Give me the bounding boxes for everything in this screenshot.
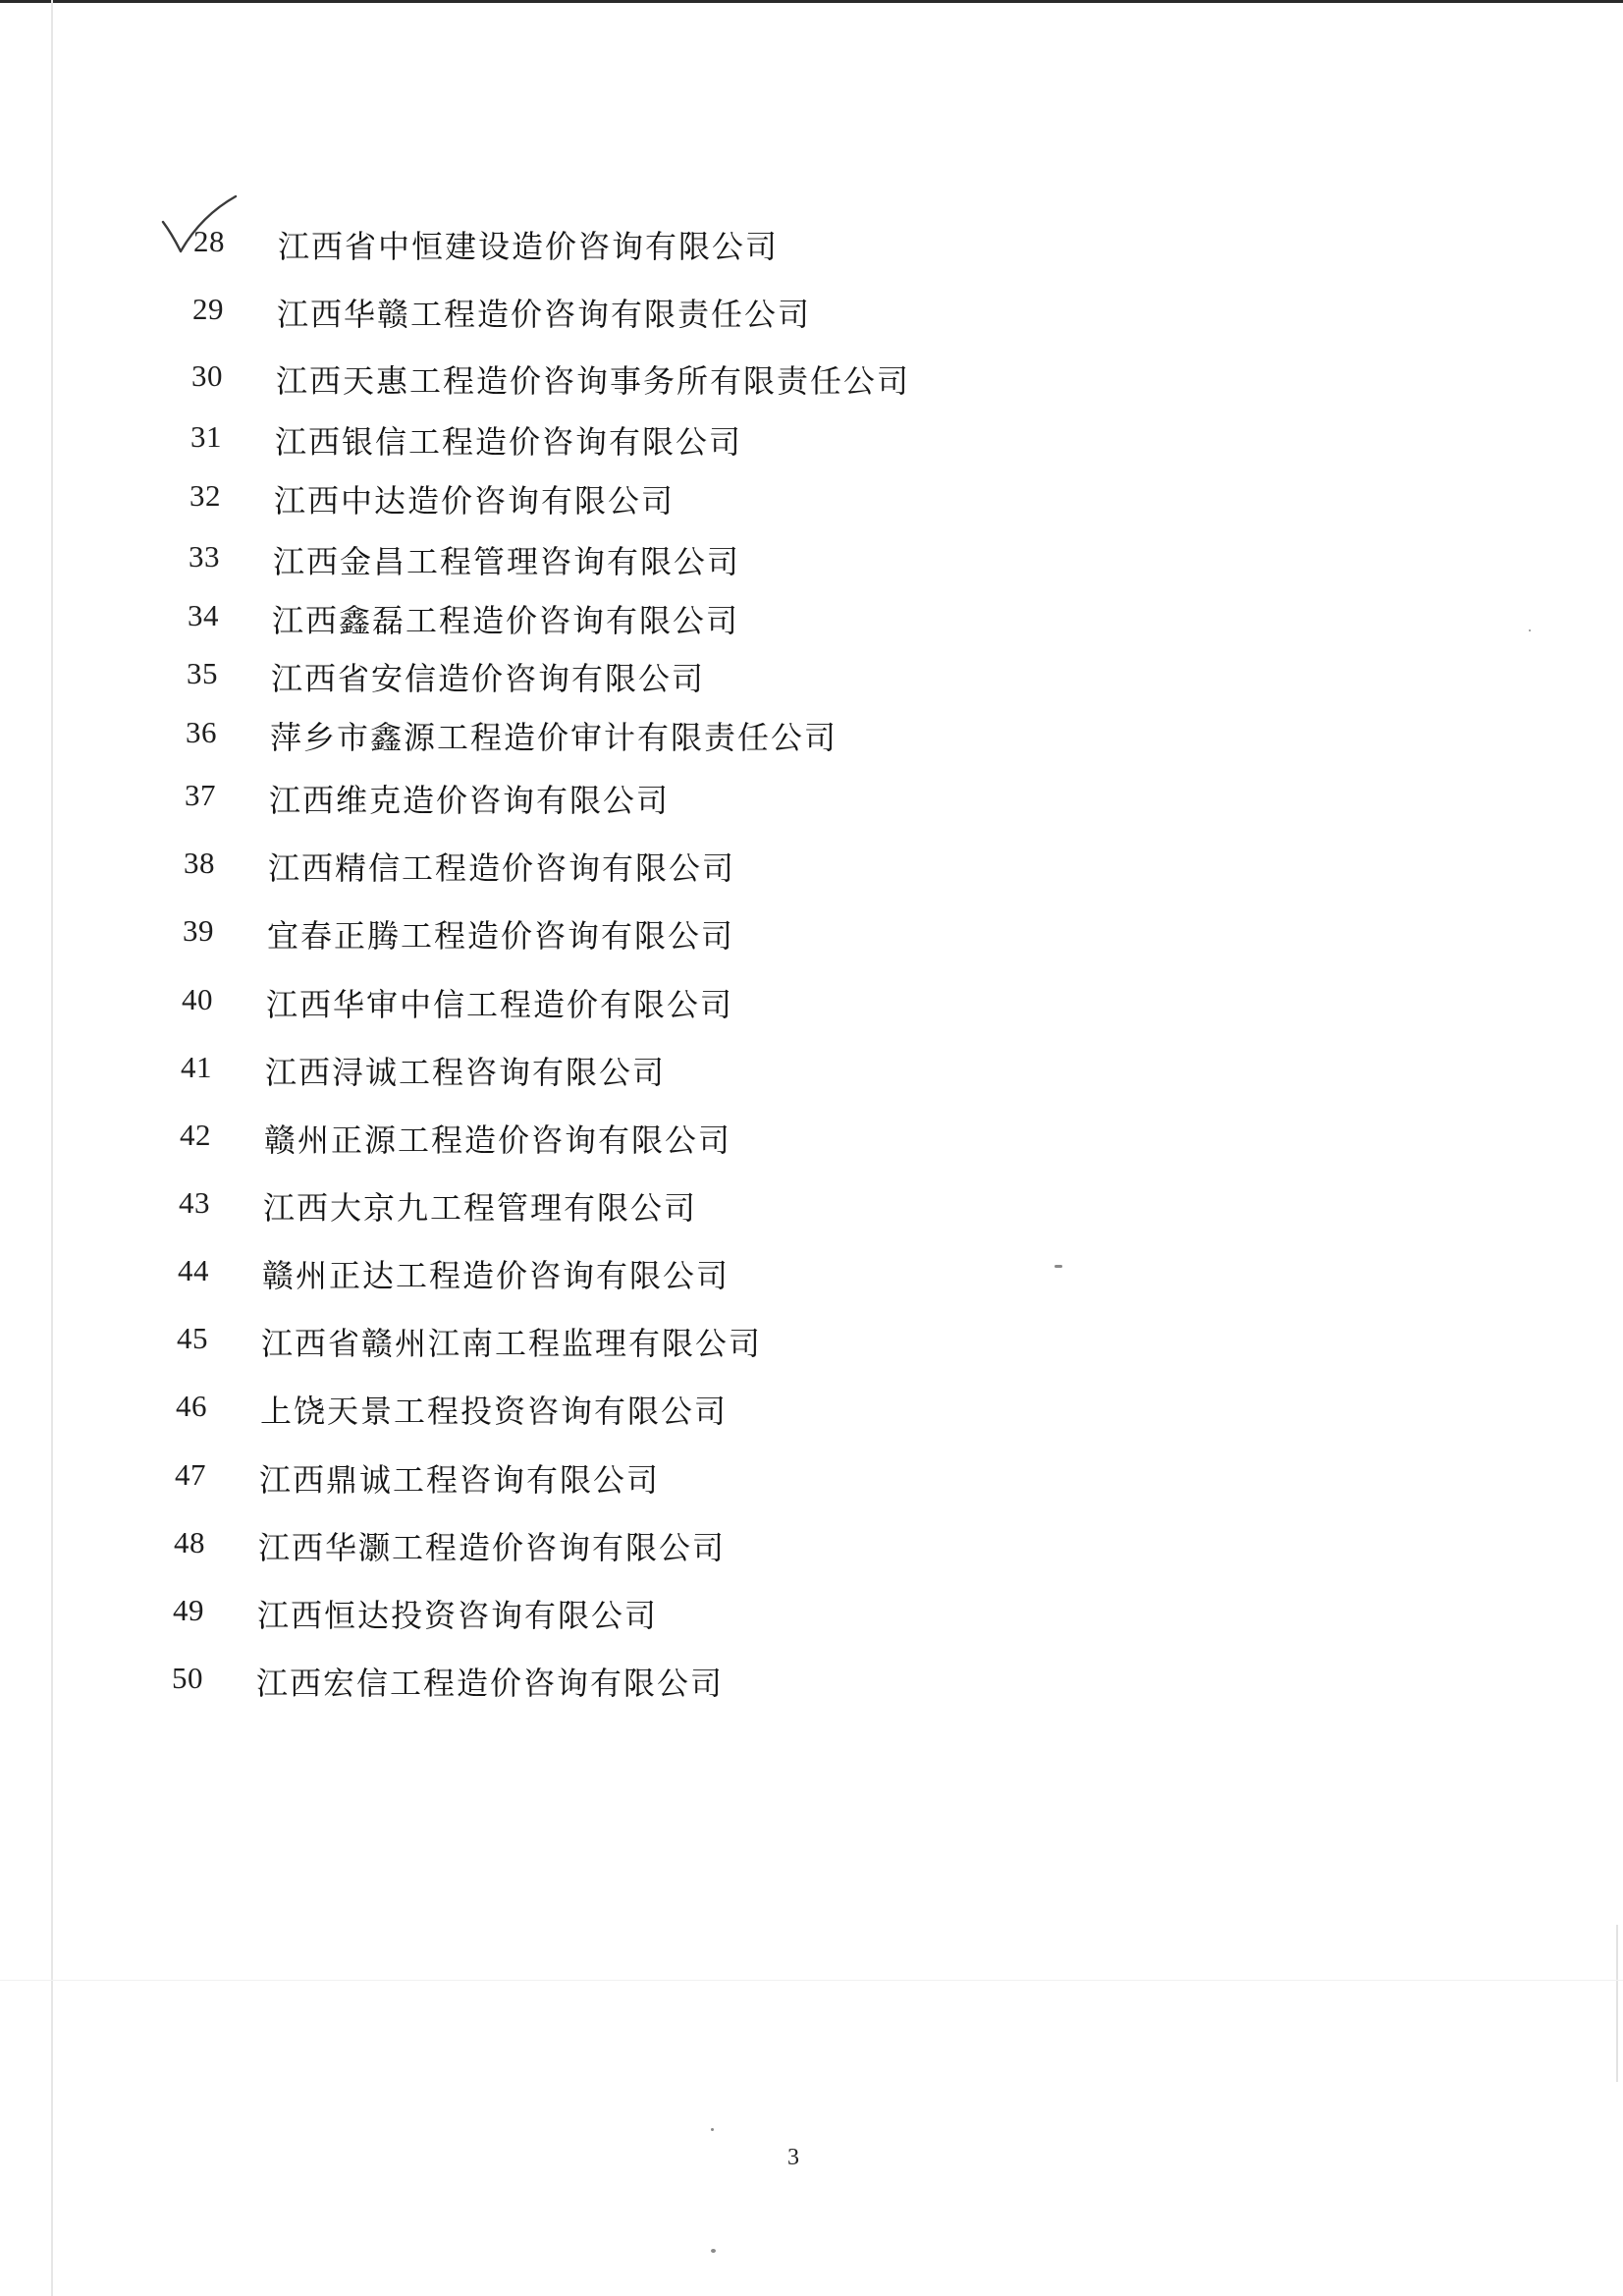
list-item: [173, 1587, 1253, 1634]
list-item: [176, 1383, 1256, 1430]
entry-number: 31: [190, 419, 222, 454]
entry-number: 37: [185, 778, 216, 812]
company-name: 江西浔诚工程咨询有限公司: [265, 1054, 667, 1091]
scan-speck: [1055, 1265, 1062, 1268]
company-name: 萍乡市鑫源工程造价审计有限责任公司: [270, 719, 839, 756]
entry-number: 29: [192, 292, 224, 326]
scan-right-edge: [1616, 1925, 1618, 2082]
list-item: [172, 1655, 1252, 1702]
company-name: 宜春正腾工程造价咨询有限公司: [267, 917, 735, 955]
scan-speck: [1529, 629, 1531, 631]
company-name: 江西省中恒建设造价咨询有限公司: [278, 228, 780, 265]
handwritten-check-icon: [159, 194, 242, 261]
list-item: [182, 976, 1262, 1023]
list-item: [191, 353, 1271, 400]
company-name: 江西维克造价咨询有限公司: [269, 782, 671, 819]
company-name: 江西省赣州江南工程监理有限公司: [261, 1325, 763, 1362]
entry-number: 39: [183, 913, 214, 948]
list-item: [178, 1247, 1258, 1294]
entry-number: 45: [177, 1321, 208, 1355]
list-item: [181, 1044, 1261, 1091]
company-name: 江西鼎诚工程咨询有限公司: [259, 1461, 661, 1499]
entry-number: 33: [189, 539, 220, 574]
entry-number: 42: [180, 1118, 211, 1152]
company-name: 赣州正达工程造价咨询有限公司: [262, 1257, 730, 1294]
company-name: 江西华审中信工程造价有限公司: [266, 986, 734, 1023]
page-number: 3: [787, 2145, 799, 2170]
scan-top-edge: [0, 0, 1623, 3]
company-name: 赣州正源工程造价咨询有限公司: [264, 1121, 732, 1159]
entry-number: 50: [172, 1661, 203, 1695]
entry-number: 44: [178, 1253, 209, 1287]
list-item: [175, 1451, 1255, 1499]
list-item: [180, 1112, 1260, 1159]
company-name: 江西金昌工程管理咨询有限公司: [273, 543, 741, 580]
entry-number: 30: [191, 358, 223, 393]
company-name: 上饶天景工程投资咨询有限公司: [260, 1393, 729, 1430]
entry-number: 43: [179, 1185, 210, 1220]
list-item: [188, 592, 1268, 639]
company-name: 江西大京九工程管理有限公司: [263, 1189, 698, 1227]
list-item: [187, 650, 1267, 697]
company-name: 江西宏信工程造价咨询有限公司: [256, 1665, 725, 1702]
entry-number: 49: [173, 1593, 204, 1627]
scan-left-edge: [51, 0, 53, 2296]
entry-number: 46: [176, 1389, 207, 1423]
list-item: [186, 709, 1266, 756]
company-name: 江西华赣工程造价咨询有限责任公司: [277, 296, 812, 333]
entry-number: 28: [193, 224, 225, 258]
list-item: [189, 533, 1269, 580]
entry-number: 41: [181, 1050, 212, 1084]
entry-number: 38: [184, 846, 215, 880]
entry-number: 32: [189, 478, 221, 513]
scan-fold-line: [0, 1980, 1623, 1981]
company-name: 江西鑫磊工程造价咨询有限公司: [272, 602, 740, 639]
entry-number: 34: [188, 598, 219, 632]
entry-number: 35: [187, 656, 218, 690]
list-item: [179, 1179, 1259, 1227]
list-item: [177, 1315, 1257, 1362]
company-name: 江西恒达投资咨询有限公司: [257, 1597, 659, 1634]
list-item: [184, 840, 1264, 887]
list-item: [190, 413, 1271, 461]
company-name: 江西银信工程造价咨询有限公司: [275, 423, 743, 461]
list-item: [192, 286, 1272, 333]
scan-speck: [711, 2128, 714, 2131]
list-item: [189, 472, 1270, 519]
entry-number: 47: [175, 1457, 206, 1492]
company-name: 江西省安信造价咨询有限公司: [271, 660, 706, 697]
scan-speck: [711, 2249, 716, 2253]
entry-number: 36: [186, 715, 217, 749]
company-name: 江西华灏工程造价咨询有限公司: [258, 1529, 727, 1566]
list-item: [174, 1519, 1254, 1566]
list-item: [193, 218, 1273, 265]
company-name: 江西中达造价咨询有限公司: [274, 482, 676, 519]
list-item: [185, 772, 1265, 819]
company-name: 江西天惠工程造价咨询事务所有限责任公司: [276, 362, 911, 400]
entry-number: 48: [174, 1525, 205, 1559]
list-item: [183, 907, 1263, 955]
company-name: 江西精信工程造价咨询有限公司: [268, 849, 736, 887]
entry-number: 40: [182, 982, 213, 1016]
